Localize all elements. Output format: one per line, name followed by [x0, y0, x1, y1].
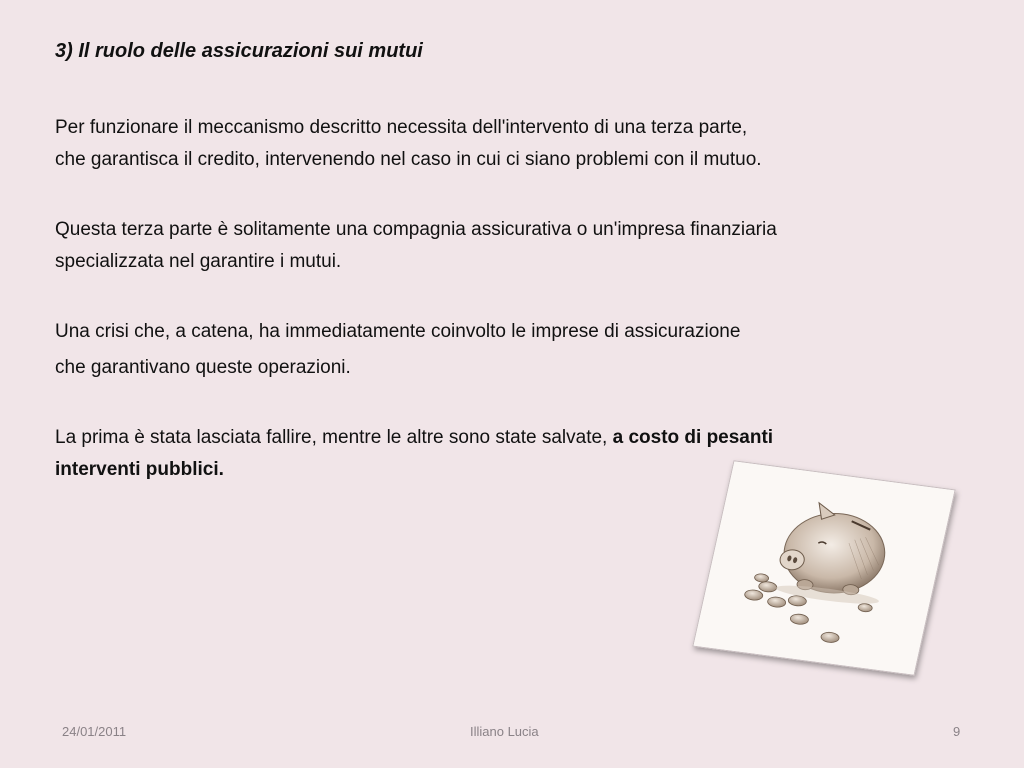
paragraph-2 [55, 214, 975, 278]
piggy-bank-sketch-icon [694, 461, 955, 674]
paragraph-3-line-1: Una crisi che, a catena, ha immediatamente coinvolto le imprese di assicurazione [55, 321, 741, 342]
paragraph-1 [55, 112, 975, 176]
paragraph-4-plain-text: La prima è stata lasciata fallire, mentre le altre sono state salvate, [55, 427, 613, 448]
paragraph-4-line-1 [55, 422, 975, 454]
paragraph-2-line-1: Questa terza parte è solitamente una compagnia assicurativa o un'impresa finanziaria [55, 219, 777, 240]
paragraph-4-bold-text-2: interventi pubblici. [55, 459, 224, 480]
footer-page-number: 9 [953, 724, 961, 739]
paragraph-2-line-2: specializzata nel garantire i mutui. [55, 251, 342, 272]
paragraph-4-bold-text-1: a costo di pesanti [612, 427, 774, 448]
paragraph-1-line-2: che garantisca il credito, intervenendo nel caso in cui ci siano problemi con il mutuo. [55, 149, 762, 170]
footer-author: Illiano Lucia [470, 724, 539, 739]
piggy-bank-photo [692, 460, 955, 675]
slide-title: 3) Il ruolo delle assicurazioni sui mutui [55, 40, 423, 62]
footer-date: 24/01/2011 [62, 724, 127, 739]
paragraph-3-line-2: che garantivano queste operazioni. [55, 357, 351, 378]
paragraph-1-line-1: Per funzionare il meccanismo descritto necessita dell'intervento di una terza parte, [55, 117, 748, 138]
